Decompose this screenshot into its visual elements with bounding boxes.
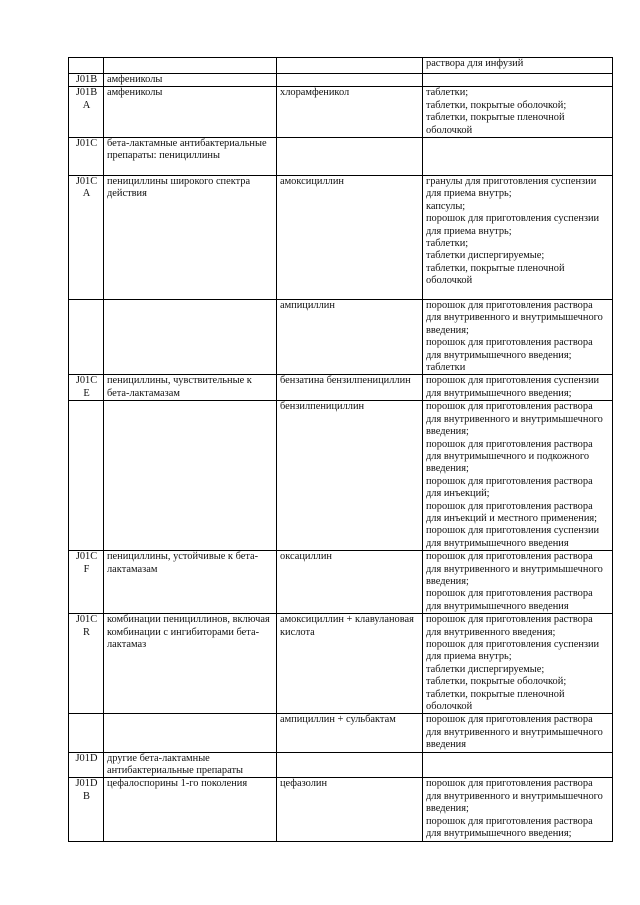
dosage-form-cell: раствора для инфузий [423, 58, 613, 74]
group-name-cell: амфениколы [104, 74, 277, 87]
atc-code-cell: J01C R [69, 614, 104, 714]
drug-name-cell: бензилпенициллин [277, 401, 423, 551]
dosage-form-cell: порошок для приготовления суспензии для внутримышечного введения; [423, 375, 613, 401]
table-row [69, 614, 613, 714]
group-name-cell: пенициллины, устойчивые к бета-лактамазам [104, 551, 277, 614]
atc-code-cell: J01B [69, 74, 104, 87]
drug-name-cell [277, 138, 423, 176]
group-name-cell: бета-лактамные антибактериальные препараты: пенициллины [104, 138, 277, 176]
drug-name-cell: бензатина бензилпенициллин [277, 375, 423, 401]
drug-name-cell: амоксициллин [277, 176, 423, 300]
table-row [69, 87, 613, 138]
atc-code-cell [69, 714, 104, 752]
table-row [69, 375, 613, 401]
dosage-form-cell: порошок для приготовления раствора для внутривенного введения; порошок для приготовления суспензии для приема внутрь; таблетки диспергируемые; таблетки, покрытые оболочкой; таблетки, покрытые пленочной оболочкой [423, 614, 613, 714]
table-row [69, 138, 613, 176]
group-name-cell: другие бета-лактамные антибактериальные препараты [104, 752, 277, 778]
atc-code-cell: J01D [69, 752, 104, 778]
group-name-cell [104, 300, 277, 375]
group-name-cell: комбинации пенициллинов, включая комбинации с ингибиторами бета-лактамаз [104, 614, 277, 714]
dosage-form-cell: гранулы для приготовления суспензии для приема внутрь; капсулы; порошок для приготовления суспензии для приема внутрь; таблетки; таблетки диспергируемые; таблетки, покрытые пленочной оболочкой [423, 176, 613, 300]
drug-name-cell [277, 74, 423, 87]
atc-code-cell: J01B A [69, 87, 104, 138]
dosage-form-cell: порошок для приготовления раствора для внутривенного и внутримышечного введения; порошок для приготовления раствора для внутримышечного введения [423, 551, 613, 614]
group-name-cell: цефалоспорины 1-го поколения [104, 778, 277, 841]
drug-name-cell: амоксициллин + клавулановая кислота [277, 614, 423, 714]
table-row [69, 752, 613, 778]
drug-table-body [69, 58, 613, 842]
atc-code-cell [69, 401, 104, 551]
table-row [69, 176, 613, 300]
atc-code-cell [69, 58, 104, 74]
drug-name-cell: ампициллин [277, 300, 423, 375]
dosage-form-cell: порошок для приготовления раствора для внутривенного и внутримышечного введения [423, 714, 613, 752]
group-name-cell: пенициллины широкого спектра действия [104, 176, 277, 300]
dosage-form-cell [423, 752, 613, 778]
table-row [69, 714, 613, 752]
dosage-form-cell: порошок для приготовления раствора для внутривенного и внутримышечного введения; порошок для приготовления раствора для внутримышечного введения; таблетки [423, 300, 613, 375]
drug-name-cell: оксациллин [277, 551, 423, 614]
drug-name-cell: ампициллин + сульбактам [277, 714, 423, 752]
group-name-cell [104, 714, 277, 752]
drug-name-cell: хлорамфеникол [277, 87, 423, 138]
atc-code-cell: J01C [69, 138, 104, 176]
table-row [69, 551, 613, 614]
atc-code-cell: J01C F [69, 551, 104, 614]
dosage-form-cell: порошок для приготовления раствора для внутривенного и внутримышечного введения; порошок для приготовления раствора для внутримышечного введения; [423, 778, 613, 841]
drug-table [68, 57, 613, 842]
group-name-cell: пенициллины, чувствительные к бета-лактамазам [104, 375, 277, 401]
dosage-form-cell: таблетки; таблетки, покрытые оболочкой; таблетки, покрытые пленочной оболочкой [423, 87, 613, 138]
dosage-form-cell: порошок для приготовления раствора для внутривенного и внутримышечного введения; порошок для приготовления раствора для внутримышечного и подкожного введения; порошок для приготовления раствора для инъекций; порошок для приготовления раствора для инъекций и местного применения; порошок для приготовления суспензии для внутримышечного введения [423, 401, 613, 551]
table-row [69, 58, 613, 74]
table-row [69, 300, 613, 375]
dosage-form-cell [423, 138, 613, 176]
atc-code-cell: J01C A [69, 176, 104, 300]
drug-name-cell [277, 58, 423, 74]
atc-code-cell: J01D B [69, 778, 104, 841]
table-row [69, 74, 613, 87]
atc-code-cell [69, 300, 104, 375]
group-name-cell [104, 401, 277, 551]
table-row [69, 778, 613, 841]
drug-table-page [68, 57, 612, 842]
table-row [69, 401, 613, 551]
group-name-cell: амфениколы [104, 87, 277, 138]
drug-name-cell [277, 752, 423, 778]
drug-name-cell: цефазолин [277, 778, 423, 841]
atc-code-cell: J01C E [69, 375, 104, 401]
dosage-form-cell [423, 74, 613, 87]
group-name-cell [104, 58, 277, 74]
